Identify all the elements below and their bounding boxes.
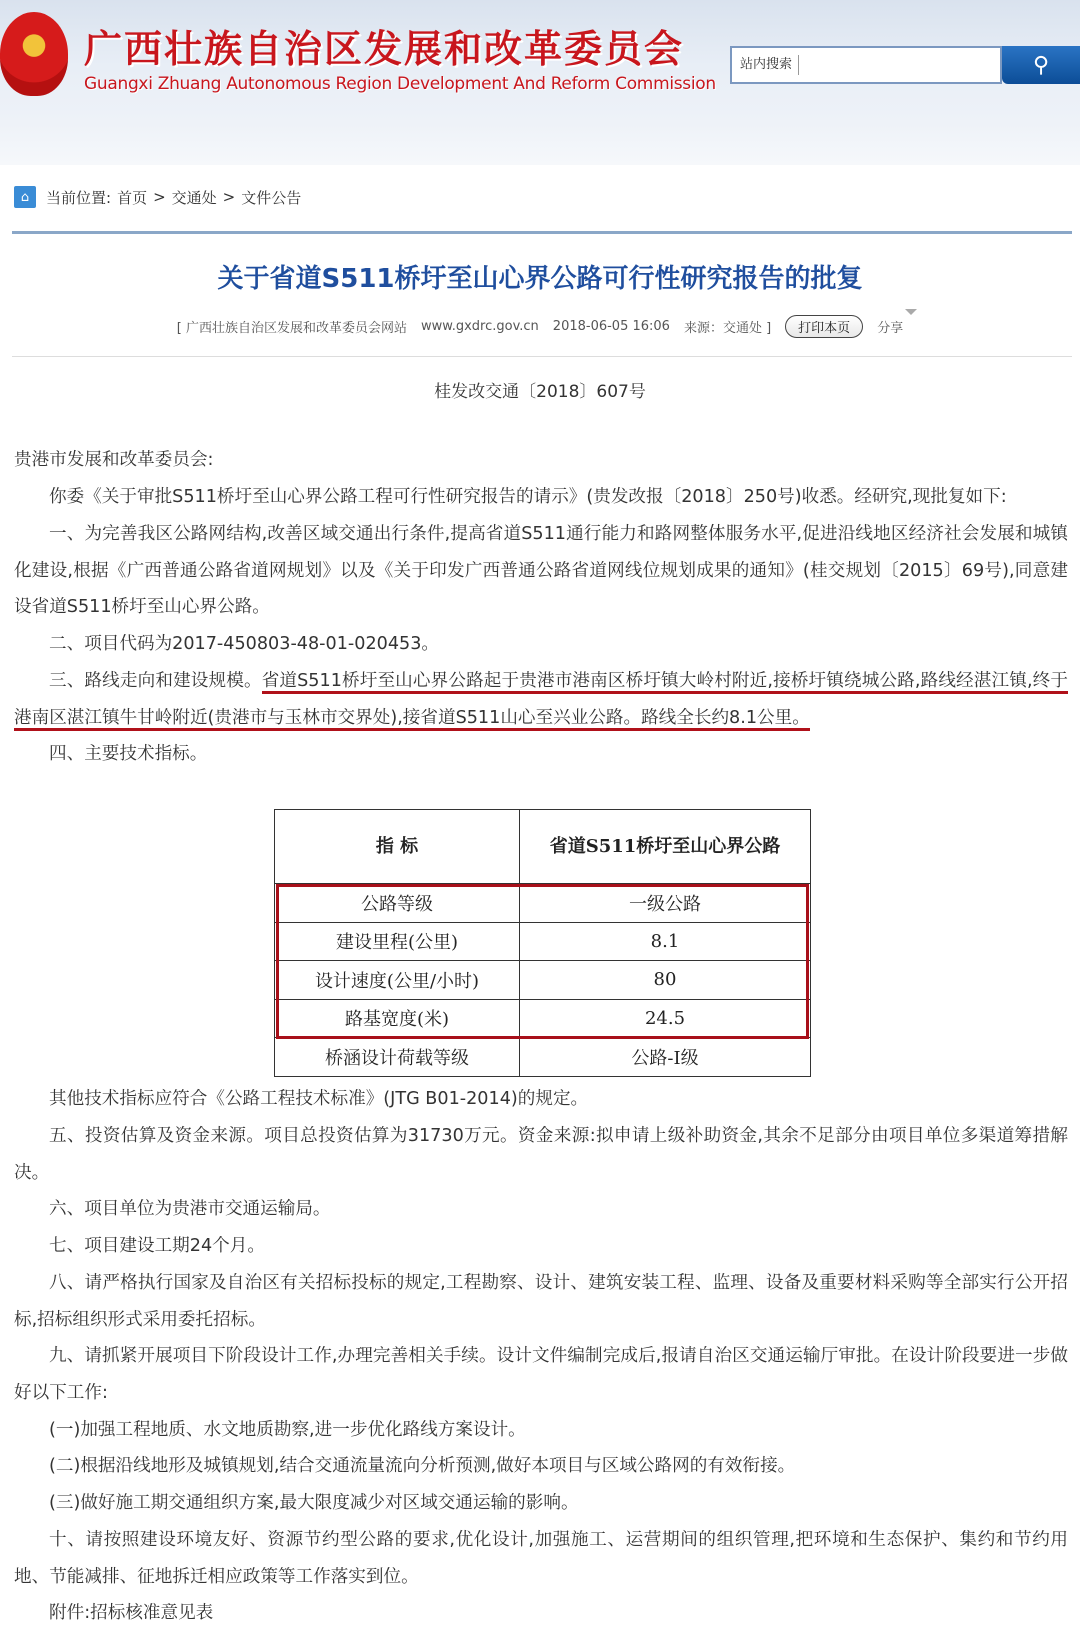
breadcrumb-home[interactable]: 首页 [117,188,148,207]
paragraph: 其他技术指标应符合《公路工程技术标准》(JTG B01-2014)的规定。 [49,1089,589,1109]
paragraph: 四、主要技术指标。 [49,744,208,764]
meta-url: www.gxdrc.gov.cn [421,319,539,334]
org-name-en: Guangxi Zhuang Autonomous Region Development And Reform Commission [84,74,716,94]
breadcrumb-prefix: 当前位置: [46,188,112,207]
search-input[interactable] [730,46,1002,84]
document-number: 桂发改交通〔2018〕607号 [434,382,646,402]
salutation: 贵港市发展和改革委员会: [14,450,214,470]
paragraph: 五、投资估算及资金来源。项目总投资估算为31730万元。资金来源:拟申请上级补助资金,其余不足部分由项目单位多渠道筹措解决。 [14,1126,1068,1183]
breadcrumb-sep: > [222,188,236,206]
search-button[interactable] [1002,46,1080,84]
paragraph: 一、为完善我区公路网结构,改善区域交通出行条件,提高省道S511通行能力和路网整体服务水平,促进沿线地区经济社会发展和城镇化建设,根据《广西普通公路省道网规划》以及《关于印发广西普通公路省道网线位规划成果的通知》(桂交规划〔2015〕69号),同意建设省道S511桥圩至山心界公路。 [14,524,1068,618]
divider [12,356,1072,357]
paragraph: (二)根据沿线地形及城镇规划,结合交通流量流向分析预测,做好本项目与区域公路网的有效衔接。 [49,1456,796,1476]
table-header-row [275,810,811,884]
highlighted-text: 省道S511桥圩至山心界公路起于贵港市港南区桥圩镇大岭村附近,接桥圩镇绕城公路,路线经湛江镇,终于港南区湛江镇牛甘岭附近(贵港市与玉林市交界处),接省道S511山心至兴业公路。路线全长约8.1公里。 [14,671,1068,731]
paragraph: 六、项目单位为贵港市交通运输局。 [49,1199,331,1219]
table-cell: 24.5 [520,999,811,1038]
table-cell: 设计速度(公里/小时) [275,961,520,1000]
meta-source: 来源：交通处 ] [683,321,772,336]
search-icon: ⚲ [1032,52,1050,78]
paragraph: (三)做好施工期交通组织方案,最大限度减少对区域交通运输的影响。 [49,1493,579,1513]
national-emblem-icon [0,12,68,96]
table-cell: 路基宽度(米) [275,999,520,1038]
table-cell: 8.1 [520,922,811,961]
highlight-box [276,884,809,1039]
breadcrumb-transport[interactable]: 交通处 [171,188,217,207]
table-cell: 桥涵设计荷载等级 [275,1038,520,1077]
meta-site: [ 广西壮族自治区发展和改革委员会网站 [176,321,408,336]
breadcrumb [14,186,307,208]
table-cell: 一级公路 [520,884,811,923]
section-heading: 三、路线走向和建设规模。 [49,671,262,691]
paragraph: 十、请按照建设环境友好、资源节约型公路的要求,优化设计,加强施工、运营期间的组织管理,把环境和生态保护、集约和节约用地、节能减排、征地拆迁相应政策等工作落实到位。 [14,1530,1068,1587]
page-title: 关于省道S511桥圩至山心界公路可行性研究报告的批复 [217,264,863,294]
table-header: 省道S511桥圩至山心界公路 [520,810,811,884]
paragraph: (一)加强工程地质、水文地质勘察,进一步优化路线方案设计。 [49,1420,526,1440]
paragraph: 九、请抓紧开展项目下阶段设计工作,办理完善相关手续。设计文件编制完成后,报请自治区交通运输厅审批。在设计阶段要进一步做好以下工作: [14,1346,1068,1403]
search-label: 站内搜索 [740,55,799,75]
share-button[interactable]: 分享 [877,317,903,336]
paragraph [14,663,1068,736]
table-cell: 80 [520,961,811,1000]
org-name-cn[interactable]: 广西壮族自治区发展和改革委员会 [84,27,685,71]
home-icon: ⌂ [14,186,36,208]
breadcrumb-sep: > [153,188,166,206]
paragraph: 二、项目代码为2017-450803-48-01-020453。 [49,634,440,654]
article-meta [0,315,1080,338]
paragraph: 七、项目建设工期24个月。 [49,1236,265,1256]
breadcrumb-notices[interactable]: 文件公告 [241,188,302,207]
table-header: 指 标 [275,810,520,884]
print-button[interactable]: 打印本页 [785,315,863,338]
table-cell: 建设里程(公里) [275,922,520,961]
site-header [0,0,1080,165]
table-cell: 公路等级 [275,884,520,923]
attachment-note: 附件:招标核准意见表 [49,1603,214,1623]
table-row [275,1038,811,1077]
divider [12,231,1072,234]
paragraph: 八、请严格执行国家及自治区有关招标投标的规定,工程勘察、设计、建筑安装工程、监理、设备及重要材料采购等全部实行公开招标,招标组织形式采用委托招标。 [14,1273,1068,1330]
site-search [730,46,1080,84]
meta-datetime: 2018-06-05 16:06 [552,319,670,334]
table-cell: 公路-I级 [520,1038,811,1077]
paragraph: 你委《关于审批S511桥圩至山心界公路工程可行性研究报告的请示》(贵发改报〔2018〕250号)收悉。经研究,现批复如下: [49,487,1007,507]
